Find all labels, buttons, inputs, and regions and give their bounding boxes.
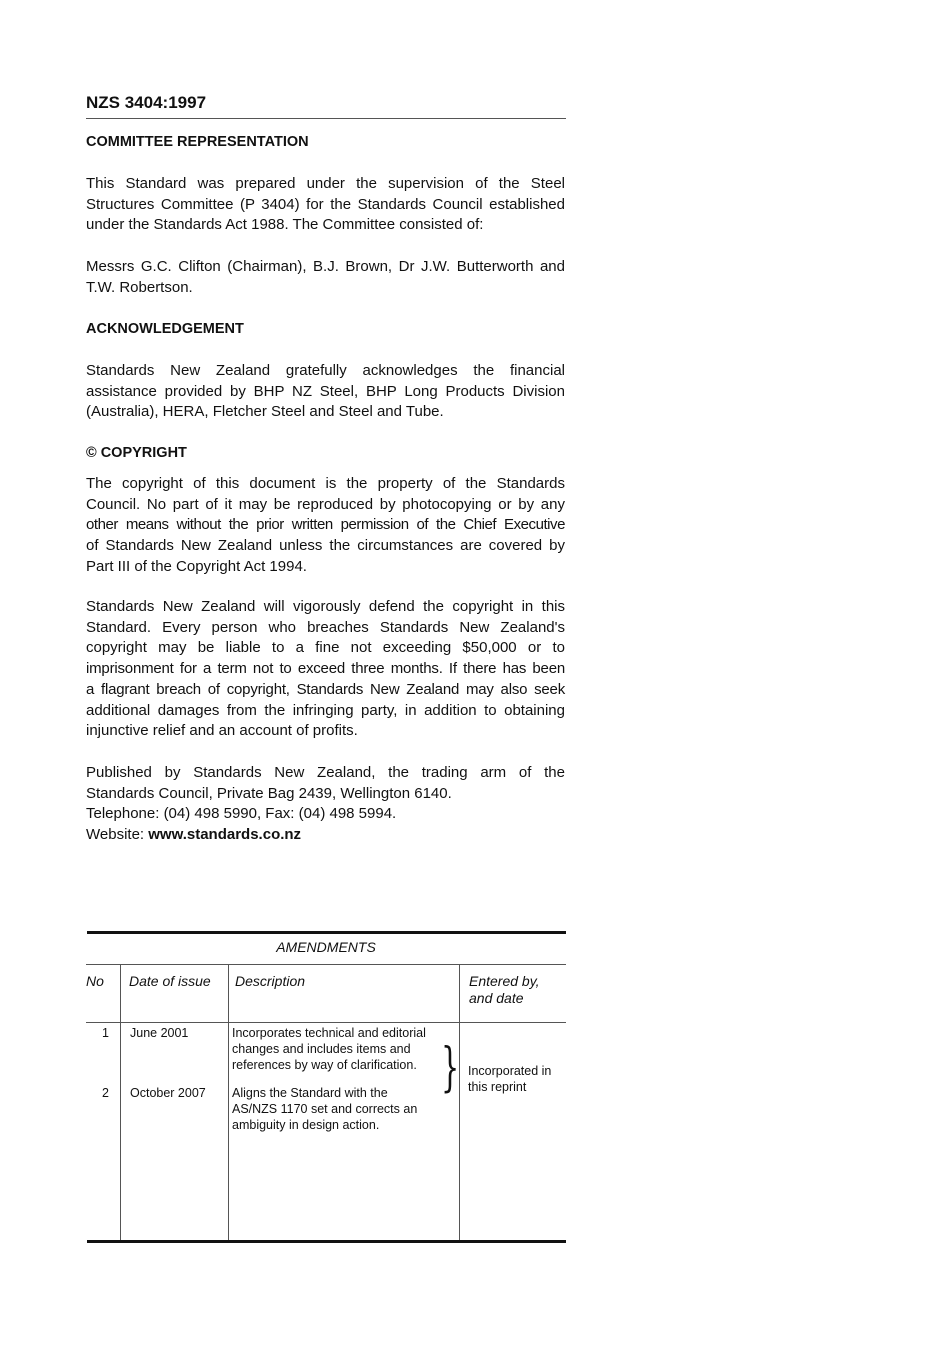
text-line: imprisonment for a term not to exceed three months. If there has been — [86, 660, 565, 678]
text-line: additional damages from the infringing party, in addition to obtaining — [86, 701, 565, 719]
committee-heading: COMMITTEE REPRESENTATION — [86, 134, 309, 150]
text-line: Standard. Every person who breaches Standards New Zealand's — [86, 618, 565, 636]
text-line: Incorporates technical and editorial — [232, 1026, 426, 1040]
amendments-title: AMENDMENTS — [276, 939, 376, 955]
text-line: injunctive relief and an account of profits. — [86, 722, 358, 740]
table-bottom-rule — [87, 1240, 566, 1243]
text-line: changes and includes items and — [232, 1042, 411, 1056]
text-line: Published by Standards New Zealand, the trading arm of the — [86, 764, 565, 781]
column-header-no: No — [86, 973, 104, 989]
text-line: Structures Committee (P 3404) for the Standards Council established — [86, 195, 565, 213]
text-line: Standards New Zealand will vigorously defend the copyright in this — [86, 598, 565, 615]
text-line: T.W. Robertson. — [86, 278, 193, 296]
text-line: This Standard was prepared under the supervision of the Steel — [86, 175, 565, 192]
website-link[interactable]: www.standards.co.nz — [148, 826, 302, 844]
text-line: AS/NZS 1170 set and corrects an — [232, 1102, 418, 1116]
acknowledgement-paragraph — [86, 361, 565, 423]
text-line: under the Standards Act 1988. The Committee consisted of: — [86, 216, 484, 234]
column-divider — [228, 964, 229, 1240]
telephone-line: Telephone: (04) 498 5990, Fax: (04) 498 5994. — [86, 805, 397, 823]
text-line: this reprint — [468, 1080, 527, 1094]
row-date: June 2001 — [130, 1026, 189, 1040]
text-line: (Australia), HERA, Fletcher Steel and Steel and Tube. — [86, 403, 444, 421]
row-description — [232, 1085, 417, 1133]
committee-paragraph — [86, 174, 565, 236]
column-header-entered: Entered by, — [469, 973, 540, 989]
copyright-paragraph-2 — [86, 597, 565, 742]
text-line: Standards Council, Private Bag 2439, Wellington 6140. — [86, 784, 452, 802]
text-line: Aligns the Standard with the — [232, 1086, 388, 1100]
text-line: Incorporated in — [468, 1064, 552, 1078]
text-line: The copyright of this document is the property of the Standards — [86, 475, 565, 492]
column-divider — [459, 964, 460, 1240]
amendments-table — [86, 931, 566, 1243]
text-line: Council. No part of it may be reproduced by photocopying or by any — [86, 495, 565, 513]
acknowledgement-heading: ACKNOWLEDGEMENT — [86, 321, 244, 337]
publisher-block — [86, 763, 565, 846]
text-line: Standards New Zealand gratefully acknowledges the financial — [86, 362, 565, 379]
row-number: 2 — [102, 1086, 109, 1100]
row-date: October 2007 — [130, 1086, 206, 1100]
website-line — [86, 825, 565, 846]
column-header-date: Date of issue — [129, 973, 211, 989]
column-header-description: Description — [235, 973, 306, 989]
table-top-rule — [87, 931, 566, 934]
text-line: ambiguity in design action. — [232, 1118, 380, 1132]
text-line: other means without the prior written permission of the Chief Executive — [86, 516, 565, 534]
row-number: 1 — [102, 1026, 109, 1040]
text-line: copyright may be liable to a fine not exceeding $50,000 or to — [86, 639, 565, 657]
entered-note — [468, 1063, 551, 1095]
column-header-entered: and date — [469, 990, 524, 1006]
copyright-heading: © COPYRIGHT — [86, 445, 187, 461]
website-label: Website: — [86, 826, 149, 844]
committee-members — [86, 257, 565, 298]
text-line: Part III of the Copyright Act 1994. — [86, 557, 307, 575]
row-description — [232, 1025, 426, 1073]
text-line: a flagrant breach of copyright, Standards New Zealand may also seek — [86, 680, 565, 698]
column-divider — [120, 964, 121, 1240]
table-rule — [86, 1022, 566, 1023]
document-id: NZS 3404:1997 — [86, 93, 207, 112]
right-brace-icon: } — [441, 1038, 460, 1098]
copyright-paragraph-1 — [86, 474, 565, 578]
header-rule — [86, 118, 566, 119]
text-line: Messrs G.C. Clifton (Chairman), B.J. Brown, Dr J.W. Butterworth and — [86, 258, 565, 275]
table-rule — [86, 964, 566, 965]
text-line: of Standards New Zealand unless the circumstances are covered by — [86, 537, 565, 555]
text-line: assistance provided by BHP NZ Steel, BHP Long Products Division — [86, 382, 565, 400]
text-line: references by way of clarification. — [232, 1058, 417, 1072]
